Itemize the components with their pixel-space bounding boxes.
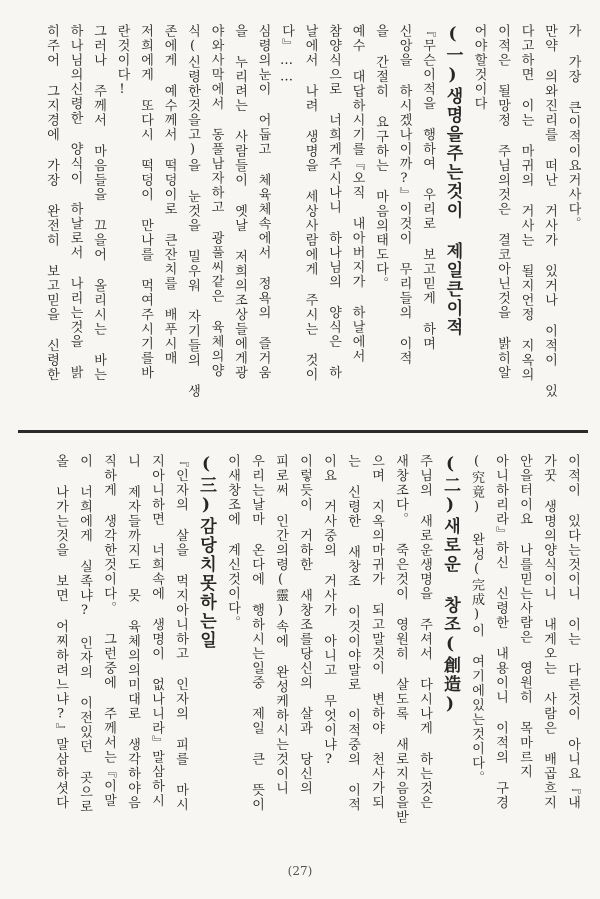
text-column: 다고하면 이는 마귀의 거사는 될지언정 지옥의	[518, 24, 534, 382]
text-column: 주님의 새로운생명을 주셔서 다시나게 하는것은	[417, 454, 432, 810]
text-column: 히주어 그지경에 가장 완전히 보고믿을 신령한	[44, 24, 59, 382]
section-heading: (一)생명을주는것이 제일큰이적	[442, 24, 463, 337]
text-column: 가 가장 큰이적이요거사다。	[565, 24, 581, 231]
upper-text-block	[0, 18, 600, 423]
text-column: 날에서 나려 생명을 세상사람에게 주시는 것이	[302, 24, 318, 382]
text-column: 존에게 예수께서 떡덩이로 큰잔치를 배푸시매	[161, 24, 177, 366]
text-column: 이적이 있다는것이니 이는 다른것이 아니요『내	[565, 454, 580, 810]
section-divider	[18, 430, 588, 433]
text-column: 이새창조에 계신것이다。	[225, 454, 240, 630]
text-column: 이적은 될망정 주님의것은 결코아닌것을 밝히알	[495, 24, 510, 380]
text-column: 하나님의신령한 양식이 하날로서 나리는것을 밝	[67, 24, 83, 380]
text-column: (究竟) 완성(完成)이 여기에있는것이다。	[469, 454, 484, 785]
text-column: 을 간절히 요구하는 마음의태도다。	[373, 24, 388, 291]
text-column: 어야할것이다	[471, 24, 487, 111]
text-column: 이요 거사중의 거사가 아니고 무엇이냐?	[321, 454, 336, 769]
text-column: 란것이다!	[114, 24, 130, 99]
text-column: 심령의눈이 어둡고 체육체속에서 정욕의 즐거움	[255, 24, 271, 380]
text-column: 으며 지옥의마귀가 되고말것이 변하야 천사가되	[369, 454, 384, 810]
text-column: 이 너희에게 실족냐? 인자의 이전있던 곳으로	[77, 454, 92, 814]
text-column: 우리는날마 온다에 행하시는일중 제일 큰 뜻이	[249, 454, 264, 812]
text-column: 신앙을 하시겠나이까?』이것이 무리들의 이적	[396, 24, 412, 366]
text-column: 『인자의 살을 먹지아니하고 인자의 피를 마시	[173, 454, 188, 812]
text-column: 을 누리려는 사람들이 옛날 저희의조상들에게광	[232, 24, 247, 380]
text-column: 안을터이요 나를믿는사람은 영원히 목마르지	[517, 454, 532, 779]
text-column: 니 제자들까지도 못 육체의의미대로 생각하야음	[125, 454, 140, 810]
text-column: 그러나 주께서 마음들을 끄을어 올리시는 바는	[91, 24, 106, 382]
text-column: 새창조다。 죽은것이 영원히 살도록 새로지음을받	[393, 454, 408, 825]
text-column: 올 나가는것을 보면 어찌하려느냐?』말삼하셧다	[53, 454, 68, 810]
text-column: 직하게 생각한것이다。 그런중에 주께서는『이말	[101, 454, 116, 808]
text-column: 예수 대답하시기를『오직 내아버지가 하날에서	[349, 24, 365, 364]
text-column: 는 신령한 새창조 이것이야말로 이적중의 이적	[345, 454, 360, 812]
page-number: (27)	[287, 864, 313, 878]
text-column: 『무슨이적을 행하여 우리로 보고믿게 하며	[420, 24, 435, 351]
text-column: 아니하리라』하신 신령한 내용이니 이적의 구경	[493, 454, 508, 810]
lower-text-block	[0, 448, 600, 853]
section-heading: (二)새로운 창조(創造)	[440, 454, 460, 716]
text-column: 식(신령한것을고)을 눈것을 밀우워 자기들의 생	[185, 24, 200, 399]
text-column: 참양식으로 너희게주시나니 하나님의 양식은 하	[326, 24, 341, 380]
text-column: 다』……	[279, 24, 294, 86]
text-column: 만약 의와진리를 떠난 거사가 있거나 이적이 있	[542, 24, 557, 399]
text-column: 이렇듯이 거하한 새창조를당신의 살과 당신의	[297, 454, 312, 796]
text-column: 저희에게 또다시 떡덩이 만나를 먹여주시기를바	[138, 24, 153, 380]
text-column: 피로써 인간의령(靈)속에 완성케하시는것이니	[273, 454, 288, 796]
text-column: 지아니하면 너희속에 생명이 없나니라』말삼하시	[149, 454, 164, 808]
section-heading: (三)감당치못하는일	[196, 454, 216, 650]
text-column: 야와사막에서 동풀남자하고 광풀씨같은 육체의양	[208, 24, 224, 378]
text-column: 가꿋 생명의양식이니 내게오는 사람은 배곱흐지	[541, 454, 556, 810]
